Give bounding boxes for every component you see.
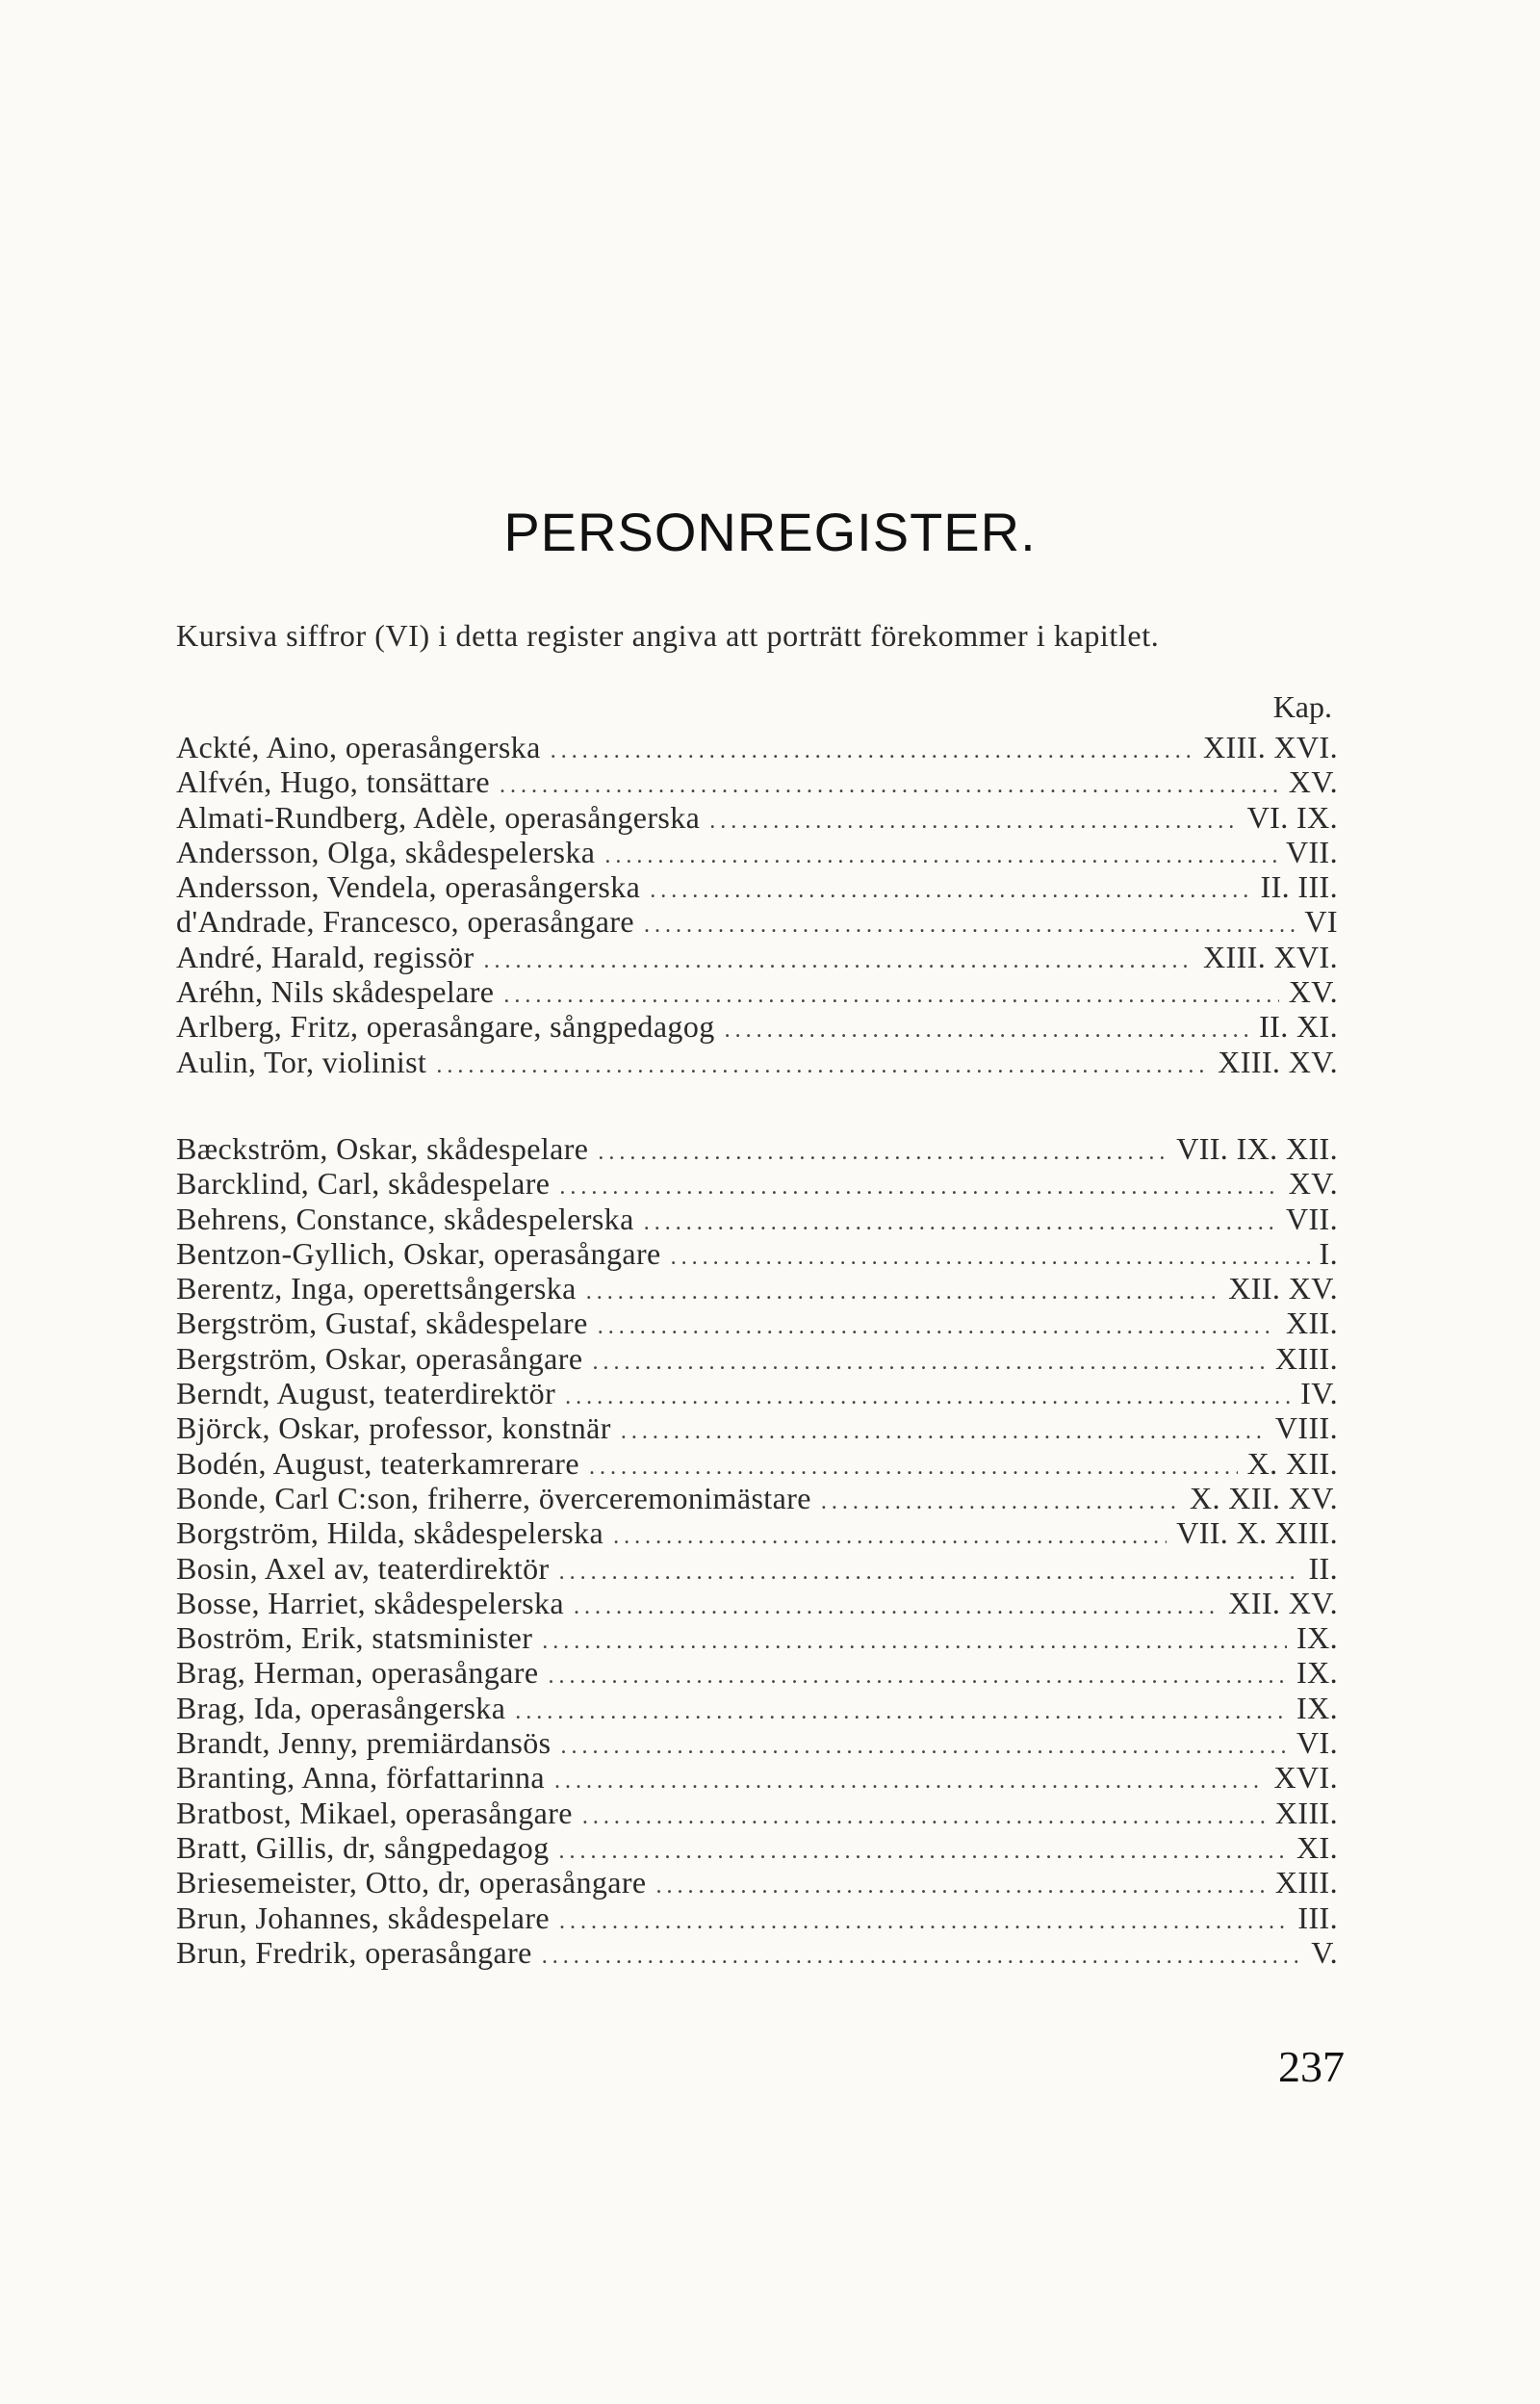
- register-entry: [176, 1446, 1338, 1481]
- leader-dots: [613, 1524, 1167, 1550]
- register-entry: [176, 800, 1338, 835]
- chapter-refs: XII.: [1285, 1305, 1338, 1341]
- entry-name: Ackté, Aino, operasångerska: [176, 730, 541, 764]
- register-entry: [176, 1551, 1338, 1586]
- register-entry: [176, 1691, 1338, 1725]
- entry-name: Arlberg, Fritz, operasångare, sångpedagog: [176, 1009, 715, 1045]
- leader-dots: [574, 1594, 1219, 1620]
- entry-name: Bergström, Gustaf, skådespelare: [176, 1305, 588, 1341]
- chapter-refs: X. XII.: [1246, 1445, 1338, 1481]
- chapter-refs: XIII.: [1274, 1795, 1338, 1830]
- entry-name: Brag, Herman, operasångare: [176, 1655, 539, 1691]
- leader-dots: [559, 1909, 1288, 1935]
- chapter-refs: VII.: [1285, 1201, 1338, 1236]
- register-entry: [176, 1481, 1338, 1515]
- entry-name: Berentz, Inga, operettsångerska: [176, 1271, 577, 1306]
- chapter-refs: XIII.: [1274, 1865, 1338, 1900]
- register-entry: [176, 1202, 1338, 1236]
- chapter-refs: VI: [1304, 904, 1338, 940]
- entry-name: Bratbost, Mikael, operasångare: [176, 1795, 573, 1830]
- leader-dots: [821, 1489, 1180, 1515]
- entry-name: Brandt, Jenny, premiärdansös: [176, 1725, 552, 1761]
- register-entry: [176, 1900, 1338, 1935]
- entry-name: d'Andrade, Francesco, operasångare: [176, 904, 635, 940]
- page-title: PERSONREGISTER.: [503, 502, 1037, 562]
- kap-column-header: Kap.: [1272, 689, 1332, 724]
- register-entry: [176, 869, 1338, 904]
- entry-name: Björck, Oskar, professor, konstnär: [176, 1410, 611, 1446]
- chapter-refs: I.: [1319, 1235, 1338, 1271]
- chapter-refs: VIII.: [1274, 1410, 1338, 1446]
- chapter-refs: II. III.: [1260, 869, 1338, 905]
- register-entry: [176, 1586, 1338, 1620]
- leader-dots: [542, 1629, 1287, 1655]
- leader-dots: [542, 1944, 1301, 1970]
- register-entry: [176, 904, 1338, 939]
- leader-dots: [650, 878, 1250, 904]
- entry-name: Borgström, Hilda, skådespelerska: [176, 1515, 604, 1551]
- leader-dots: [500, 773, 1279, 799]
- chapter-refs: XIII.: [1274, 1340, 1338, 1376]
- leader-dots: [548, 1664, 1287, 1690]
- entry-name: Alfvén, Hugo, tonsättare: [176, 764, 490, 800]
- register-entry: [176, 1796, 1338, 1830]
- entry-name: Andersson, Olga, skådespelerska: [176, 834, 596, 869]
- register-entry: [176, 730, 1338, 764]
- register-entry: [176, 1620, 1338, 1655]
- register-entry: [176, 1865, 1338, 1900]
- chapter-refs: IX.: [1296, 1620, 1338, 1656]
- register-entry: [176, 1166, 1338, 1201]
- leader-dots: [598, 1314, 1276, 1340]
- register-entry: [176, 974, 1338, 1009]
- register-entry: [176, 1045, 1338, 1079]
- chapter-refs: XV.: [1288, 764, 1338, 800]
- chapter-refs: XI.: [1296, 1829, 1338, 1865]
- entry-name: Aulin, Tor, violinist: [176, 1044, 427, 1079]
- entry-name: Bosse, Harriet, skådespelerska: [176, 1585, 564, 1620]
- register-entry: [176, 1725, 1338, 1760]
- entry-name: Branting, Anna, författarinna: [176, 1760, 546, 1796]
- leader-dots: [560, 1734, 1287, 1760]
- register-entry: [176, 1376, 1338, 1410]
- chapter-refs: XIII. XVI.: [1203, 730, 1338, 764]
- register-entry: [176, 1305, 1338, 1340]
- entry-name: Bodén, August, teaterkamrerare: [176, 1445, 579, 1481]
- leader-dots: [592, 1350, 1265, 1376]
- chapter-refs: VII.: [1285, 834, 1338, 869]
- chapter-refs: XV.: [1288, 1166, 1338, 1202]
- chapter-refs: VII. IX. XII.: [1176, 1131, 1338, 1166]
- leader-dots: [644, 913, 1295, 939]
- leader-dots: [554, 1769, 1264, 1795]
- leader-dots: [503, 983, 1278, 1009]
- chapter-refs: IX.: [1296, 1655, 1338, 1691]
- chapter-refs: XIII. XVI.: [1203, 939, 1338, 974]
- page-number: 237: [1278, 2042, 1345, 2091]
- intro-note: Kursiva siffror (VI) i detta register angiva att porträtt förekommer i kapitlet.: [176, 618, 1160, 653]
- leader-dots: [709, 809, 1237, 835]
- chapter-refs: VII. X. XIII.: [1176, 1515, 1338, 1551]
- leader-dots: [551, 738, 1194, 764]
- register-entry: [176, 1760, 1338, 1795]
- chapter-refs: II. XI.: [1259, 1009, 1338, 1045]
- leader-dots: [621, 1419, 1266, 1445]
- entry-name: Bergström, Oskar, operasångare: [176, 1340, 583, 1376]
- entry-name: Boström, Erik, statsminister: [176, 1620, 533, 1656]
- register-entry: [176, 1935, 1338, 1970]
- register-group-a: [176, 730, 1338, 1079]
- entry-name: Berndt, August, teaterdirektör: [176, 1376, 556, 1411]
- leader-dots: [604, 843, 1276, 869]
- entry-name: André, Harald, regissör: [176, 939, 475, 974]
- chapter-refs: XII. XV.: [1228, 1585, 1338, 1620]
- entry-name: Brag, Ida, operasångerska: [176, 1690, 506, 1725]
- chapter-refs: XII. XV.: [1228, 1271, 1338, 1306]
- leader-dots: [656, 1874, 1266, 1900]
- chapter-refs: X. XII. XV.: [1189, 1480, 1338, 1515]
- register-entry: [176, 1131, 1338, 1166]
- chapter-refs: V.: [1311, 1934, 1338, 1970]
- register-entry: [176, 1236, 1338, 1271]
- chapter-refs: IV.: [1300, 1376, 1338, 1411]
- entry-name: Brun, Fredrik, operasångare: [176, 1934, 532, 1970]
- leader-dots: [436, 1053, 1208, 1079]
- register-entry: [176, 1009, 1338, 1044]
- register-entry: [176, 764, 1338, 799]
- register-entry: [176, 1271, 1338, 1305]
- entry-name: Andersson, Vendela, operasångerska: [176, 869, 641, 905]
- chapter-refs: IX.: [1296, 1690, 1338, 1725]
- entry-name: Bæckström, Oskar, skådespelare: [176, 1131, 589, 1166]
- entry-name: Barcklind, Carl, skådespelare: [176, 1166, 551, 1202]
- entry-name: Bosin, Axel av, teaterdirektör: [176, 1550, 550, 1586]
- entry-name: Briesemeister, Otto, dr, operasångare: [176, 1865, 647, 1900]
- chapter-refs: XIII. XV.: [1218, 1044, 1338, 1079]
- entry-name: Aréhn, Nils skådespelare: [176, 974, 495, 1010]
- entry-name: Brun, Johannes, skådespelare: [176, 1900, 550, 1935]
- chapter-refs: VI.: [1296, 1725, 1338, 1761]
- entry-name: Behrens, Constance, skådespelerska: [176, 1201, 634, 1236]
- leader-dots: [565, 1384, 1291, 1410]
- leader-dots: [559, 1839, 1287, 1865]
- leader-dots: [586, 1280, 1219, 1305]
- chapter-refs: II.: [1308, 1550, 1338, 1586]
- register-entry: [176, 1830, 1338, 1865]
- entry-name: Bentzon-Gyllich, Oskar, operasångare: [176, 1235, 661, 1271]
- register-entry: [176, 1410, 1338, 1445]
- register-entry: [176, 940, 1338, 974]
- leader-dots: [598, 1140, 1167, 1166]
- leader-dots: [582, 1804, 1266, 1830]
- chapter-refs: XVI.: [1273, 1760, 1338, 1796]
- register-entry: [176, 1655, 1338, 1690]
- leader-dots: [484, 948, 1194, 974]
- chapter-refs: VI. IX.: [1246, 799, 1338, 835]
- leader-dots: [515, 1699, 1287, 1725]
- register-entry: [176, 1515, 1338, 1550]
- chapter-refs: XV.: [1288, 974, 1338, 1010]
- leader-dots: [589, 1455, 1238, 1481]
- leader-dots: [725, 1018, 1249, 1044]
- leader-dots: [644, 1210, 1276, 1236]
- leader-dots: [559, 1175, 1278, 1201]
- chapter-refs: III.: [1297, 1900, 1338, 1935]
- register-entry: [176, 835, 1338, 869]
- entry-name: Almati-Rundberg, Adèle, operasångerska: [176, 799, 701, 835]
- register-group-b: [176, 1131, 1338, 1970]
- register-entry: [176, 1341, 1338, 1376]
- leader-dots: [559, 1560, 1299, 1586]
- leader-dots: [671, 1245, 1310, 1271]
- entry-name: Bonde, Carl C:son, friherre, överceremonimästare: [176, 1480, 811, 1515]
- entry-name: Bratt, Gillis, dr, sångpedagog: [176, 1829, 550, 1865]
